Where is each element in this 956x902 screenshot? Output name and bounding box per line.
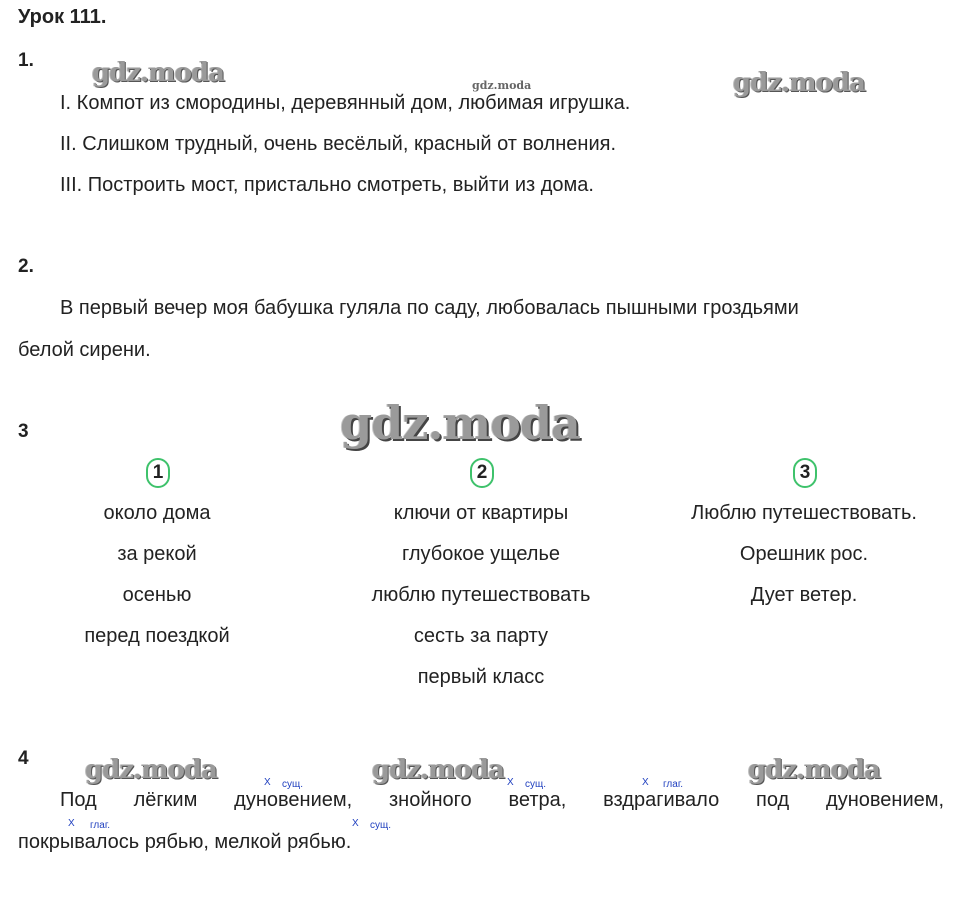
exercise-1-number: 1. <box>18 50 34 71</box>
grammar-mark-x: Х <box>352 818 359 829</box>
word: дуновением, <box>234 789 353 811</box>
list-item: Орешник рос. <box>739 543 869 565</box>
word: ветра, <box>508 789 567 811</box>
exercise-1-line-1: I. Компот из смородины, деревянный дом, любимая игрушка. <box>60 92 631 114</box>
exercise-3-number: 3 <box>18 421 29 442</box>
column-2-label: 2 <box>470 458 494 488</box>
watermark: gdz.moda <box>340 396 580 450</box>
grammar-mark-noun: сущ. <box>525 779 547 790</box>
list-item: Люблю путешествовать. <box>691 502 917 524</box>
grammar-mark-verb: глаг. <box>90 820 111 831</box>
column-1-label: 1 <box>146 458 170 488</box>
grammar-mark-x: Х <box>642 777 649 788</box>
list-item: перед поездкой <box>84 625 230 647</box>
grammar-mark-noun: сущ. <box>370 820 392 831</box>
list-item: ключи от квартиры <box>393 502 569 524</box>
list-item: глубокое ущелье <box>401 543 560 565</box>
watermark: gdz.moda <box>85 755 218 785</box>
word: дуновением, <box>826 789 945 811</box>
exercise-4-line-2: покрывалось рябью, мелкой рябью. <box>18 831 352 853</box>
exercise-1-line-2: II. Слишком трудный, очень весёлый, красный от волнения. <box>60 133 617 155</box>
column-2 <box>331 493 631 698</box>
watermark: gdz.moda <box>372 755 505 785</box>
list-item: люблю путешествовать <box>371 584 591 606</box>
watermark: gdz.moda <box>748 755 881 785</box>
column-3 <box>654 493 954 616</box>
watermark: gdz.moda <box>733 68 866 98</box>
watermark: gdz.moda <box>92 58 225 88</box>
list-item: первый класс <box>417 666 545 688</box>
watermark: gdz.moda <box>472 79 532 92</box>
word: Под <box>60 789 97 811</box>
grammar-mark-verb: глаг. <box>663 779 684 790</box>
word: вздрагивало <box>603 789 720 811</box>
list-item: Дует ветер. <box>750 584 858 606</box>
grammar-mark-x: Х <box>507 777 514 788</box>
column-3-label: 3 <box>793 458 817 488</box>
grammar-mark-x: Х <box>68 818 75 829</box>
list-item: за рекой <box>117 543 197 565</box>
exercise-1-line-3: III. Построить мост, пристально смотреть, выйти из дома. <box>60 174 594 196</box>
exercise-2-line-2: белой сирени. <box>18 339 151 361</box>
lesson-title: Урок 111. <box>18 6 107 28</box>
exercise-2-line-1: В первый вечер моя бабушка гуляла по саду, любовалась пышными гроздьями <box>60 297 799 319</box>
list-item: около дома <box>103 502 211 524</box>
column-1 <box>7 493 307 657</box>
exercise-4-line-1 <box>60 789 944 812</box>
grammar-mark-x: Х <box>264 777 271 788</box>
list-item: сесть за парту <box>413 625 549 647</box>
word: под <box>756 789 790 811</box>
word: знойного <box>389 789 472 811</box>
list-item: осенью <box>122 584 192 606</box>
word: лёгким <box>133 789 198 811</box>
exercise-2-number: 2. <box>18 256 34 277</box>
exercise-4-number: 4 <box>18 748 29 769</box>
grammar-mark-noun: сущ. <box>282 779 304 790</box>
